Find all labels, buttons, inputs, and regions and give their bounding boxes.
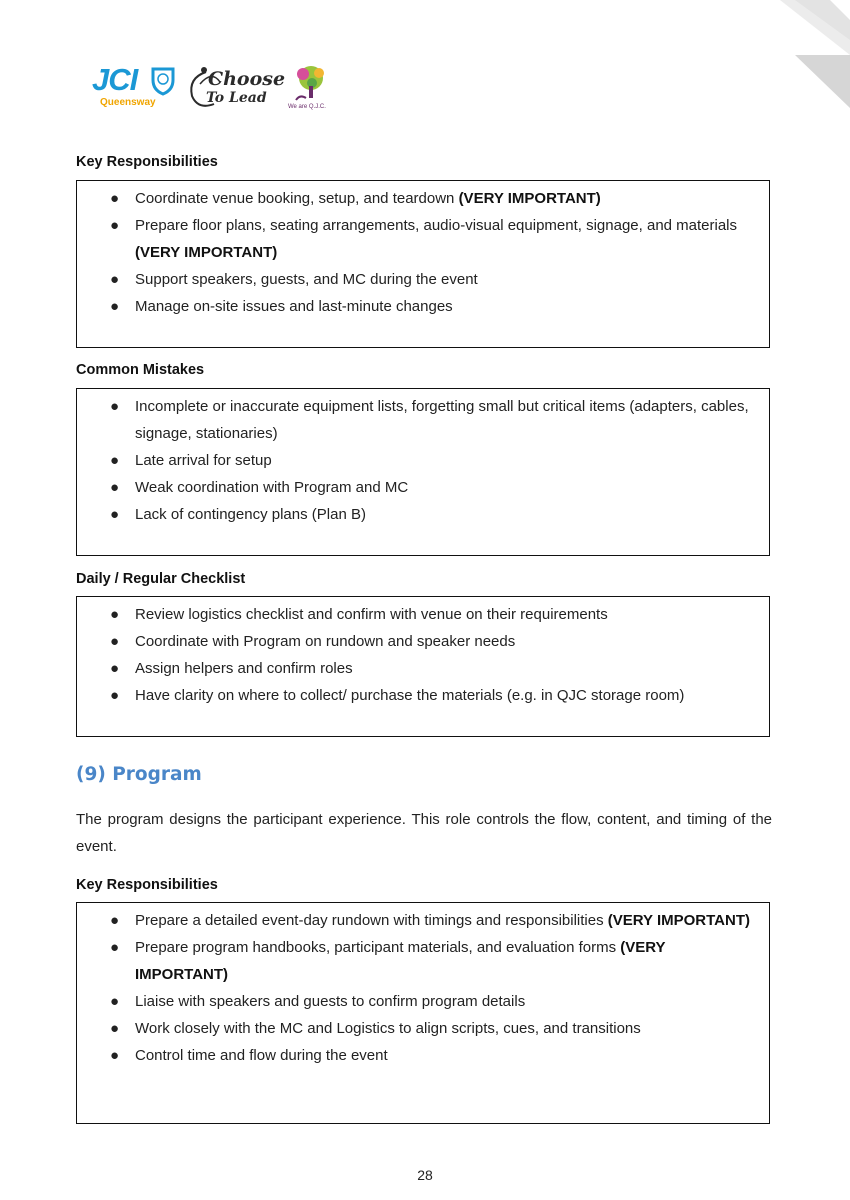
jci-shield-icon bbox=[150, 66, 176, 96]
list-item: ● Late arrival for setup bbox=[77, 447, 769, 474]
jci-logo: JCI bbox=[92, 62, 138, 97]
choose-logo-line1: Choose bbox=[208, 68, 286, 90]
header-logos bbox=[88, 62, 338, 114]
section-title-program: (9) Program bbox=[76, 764, 202, 785]
bullet-icon: ● bbox=[110, 398, 120, 415]
list-item: ● Lack of contingency plans (Plan B) bbox=[77, 501, 769, 528]
bullet-icon: ● bbox=[110, 506, 120, 523]
program-responsibilities-box bbox=[76, 902, 770, 1124]
list-item: ● Assign helpers and confirm roles bbox=[77, 655, 769, 682]
list-item: ● Liaise with speakers and guests to confirm program details bbox=[77, 988, 769, 1015]
list-item: ● Support speakers, guests, and MC during the event bbox=[77, 266, 769, 293]
jci-sub-label: Queensway bbox=[100, 97, 156, 108]
bullet-icon: ● bbox=[110, 190, 120, 207]
bullet-icon: ● bbox=[110, 687, 120, 704]
bullet-icon: ● bbox=[110, 271, 120, 288]
common-mistakes-box bbox=[76, 388, 770, 556]
program-intro-paragraph: The program designs the participant experience. This role controls the flow, content, and timing of the event. bbox=[76, 811, 772, 855]
key-responsibilities-box bbox=[76, 180, 770, 348]
list-item: ● Have clarity on where to collect/ purchase the materials (e.g. in QJC storage room) bbox=[77, 682, 769, 709]
daily-checklist-box bbox=[76, 596, 770, 737]
list-item: ● Work closely with the MC and Logistics to align scripts, cues, and transitions bbox=[77, 1015, 769, 1042]
bullet-icon: ● bbox=[110, 1020, 120, 1037]
choose-logo-line2: To Lead bbox=[206, 90, 267, 106]
list-item: ● Prepare program handbooks, participant materials, and evaluation forms (VERY IMPORTANT) bbox=[77, 934, 769, 988]
list-item: ● Incomplete or inaccurate equipment lists, forgetting small but critical items (adapters, cables, signage, stationaries) bbox=[77, 393, 769, 447]
bullet-icon: ● bbox=[110, 912, 120, 929]
section-heading-common-mistakes: Common Mistakes bbox=[76, 362, 205, 378]
section-heading-program-responsibilities: Key Responsibilities bbox=[76, 877, 218, 893]
bullet-icon: ● bbox=[110, 1047, 120, 1064]
qjc-logo-text: We are Q.J.C. bbox=[288, 104, 326, 110]
list-item: ● Coordinate with Program on rundown and speaker needs bbox=[77, 628, 769, 655]
bullet-icon: ● bbox=[110, 479, 120, 496]
bullet-icon: ● bbox=[110, 217, 120, 234]
section-heading-key-responsibilities: Key Responsibilities bbox=[76, 154, 218, 170]
page-number: 28 bbox=[417, 1167, 433, 1183]
bullet-icon: ● bbox=[110, 452, 120, 469]
list-item: ● Weak coordination with Program and MC bbox=[77, 474, 769, 501]
section-heading-daily-checklist: Daily / Regular Checklist bbox=[76, 571, 246, 587]
bullet-icon: ● bbox=[110, 633, 120, 650]
list-item: ● Coordinate venue booking, setup, and teardown (VERY IMPORTANT) bbox=[77, 185, 769, 212]
page-corner-decoration bbox=[740, 0, 850, 110]
bullet-icon: ● bbox=[110, 298, 120, 315]
bullet-icon: ● bbox=[110, 939, 120, 956]
list-item: ● Review logistics checklist and confirm with venue on their requirements bbox=[77, 601, 769, 628]
list-item: ● Prepare a detailed event-day rundown with timings and responsibilities (VERY IMPORTANT) bbox=[77, 907, 769, 934]
list-item: ● Control time and flow during the event bbox=[77, 1042, 769, 1069]
bullet-icon: ● bbox=[110, 660, 120, 677]
list-item: ● Prepare floor plans, seating arrangements, audio-visual equipment, signage, and materials (VERY IMPORTANT) bbox=[77, 212, 769, 266]
list-item: ● Manage on-site issues and last-minute changes bbox=[77, 293, 769, 320]
bullet-icon: ● bbox=[110, 606, 120, 623]
bullet-icon: ● bbox=[110, 993, 120, 1010]
